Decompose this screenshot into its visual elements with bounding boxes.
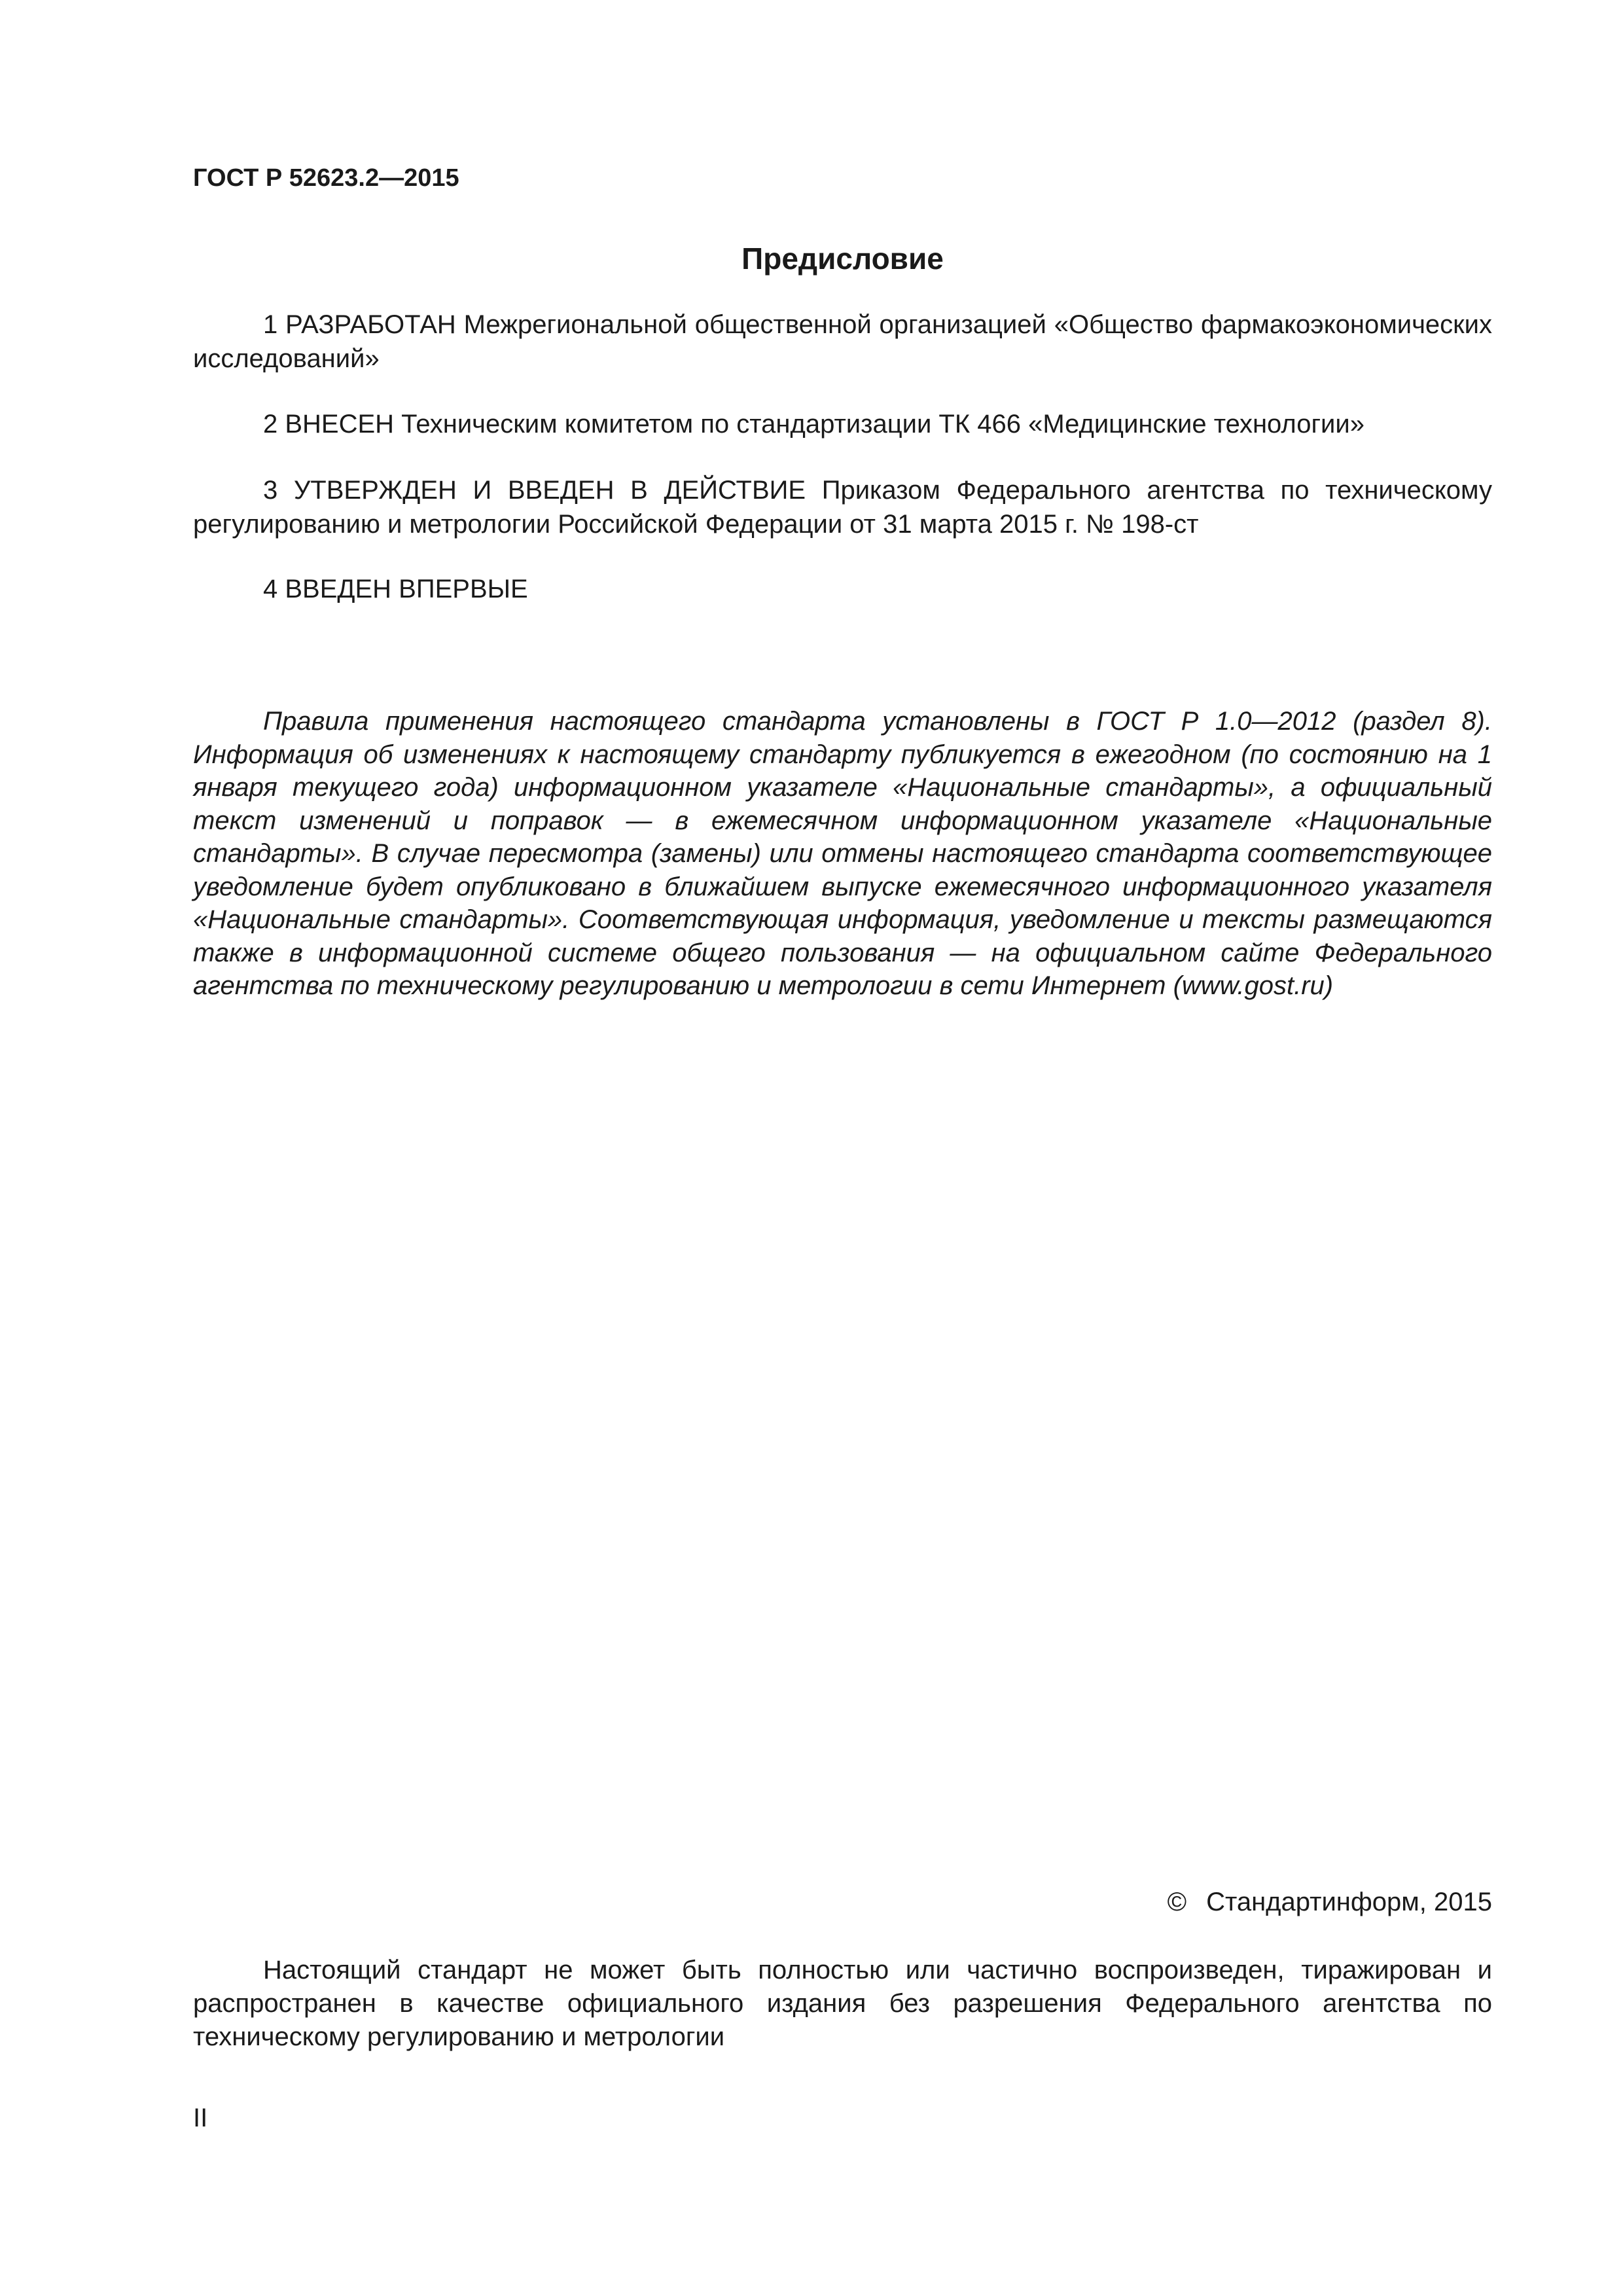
foreword-item-3: 3 УТВЕРЖДЕН И ВВЕДЕН В ДЕЙСТВИЕ Приказом Федерального агентства по техническому регулированию и метрологии Российской Федерации от 31 марта 2015 г. № 198-ст bbox=[193, 476, 1492, 539]
foreword-item-2: 2 ВНЕСЕН Техническим комитетом по стандартизации ТК 466 «Медицинские технологии» bbox=[263, 410, 1364, 439]
foreword-item-1: 1 РАЗРАБОТАН Межрегиональной общественной организацией «Общество фармакоэкономических исследований» bbox=[193, 310, 1492, 373]
copyright-text: Стандартинформ, 2015 bbox=[1206, 1888, 1492, 1916]
copyright-symbol: © bbox=[1167, 1888, 1187, 1916]
page-number: II bbox=[193, 2104, 208, 2132]
copyright-line bbox=[193, 1885, 1492, 1919]
section-title: Предисловие bbox=[741, 242, 944, 276]
foreword-item-4: 4 ВВЕДЕН ВПЕРВЫЕ bbox=[263, 575, 528, 603]
rules-notice: Правила применения настоящего стандарта установлены в ГОСТ Р 1.0—2012 (раздел 8). Информация об изменениях к настоящему стандарту публикуется в ежегодном (по состоянию на 1 января текущего года) информационном указателе «Национальные стандарты», а официальный текст изменений и поправок — в ежемесячном информационном указателе «Национальные стандарты». В случае пересмотра (замены) или отмены настоящего стандарта соответствующее уведомление будет опубликовано в ближайшем выпуске ежемесячного информационного указателя «Национальные стандарты». Соответствующая информация, уведомление и тексты размещаются также в информационной системе общего пользования — на официальном сайте Федерального агентства по техническому регулированию и метрологии в сети Интернет (www.gost.ru) bbox=[193, 707, 1492, 1000]
reproduction-notice: Настоящий стандарт не может быть полностью или частично воспроизведен, тиражирован и распространен в качестве официального издания без разрешения Федерального агентства по техническому регулированию и метрологии bbox=[193, 1956, 1492, 2051]
document-code: ГОСТ Р 52623.2—2015 bbox=[193, 164, 459, 192]
